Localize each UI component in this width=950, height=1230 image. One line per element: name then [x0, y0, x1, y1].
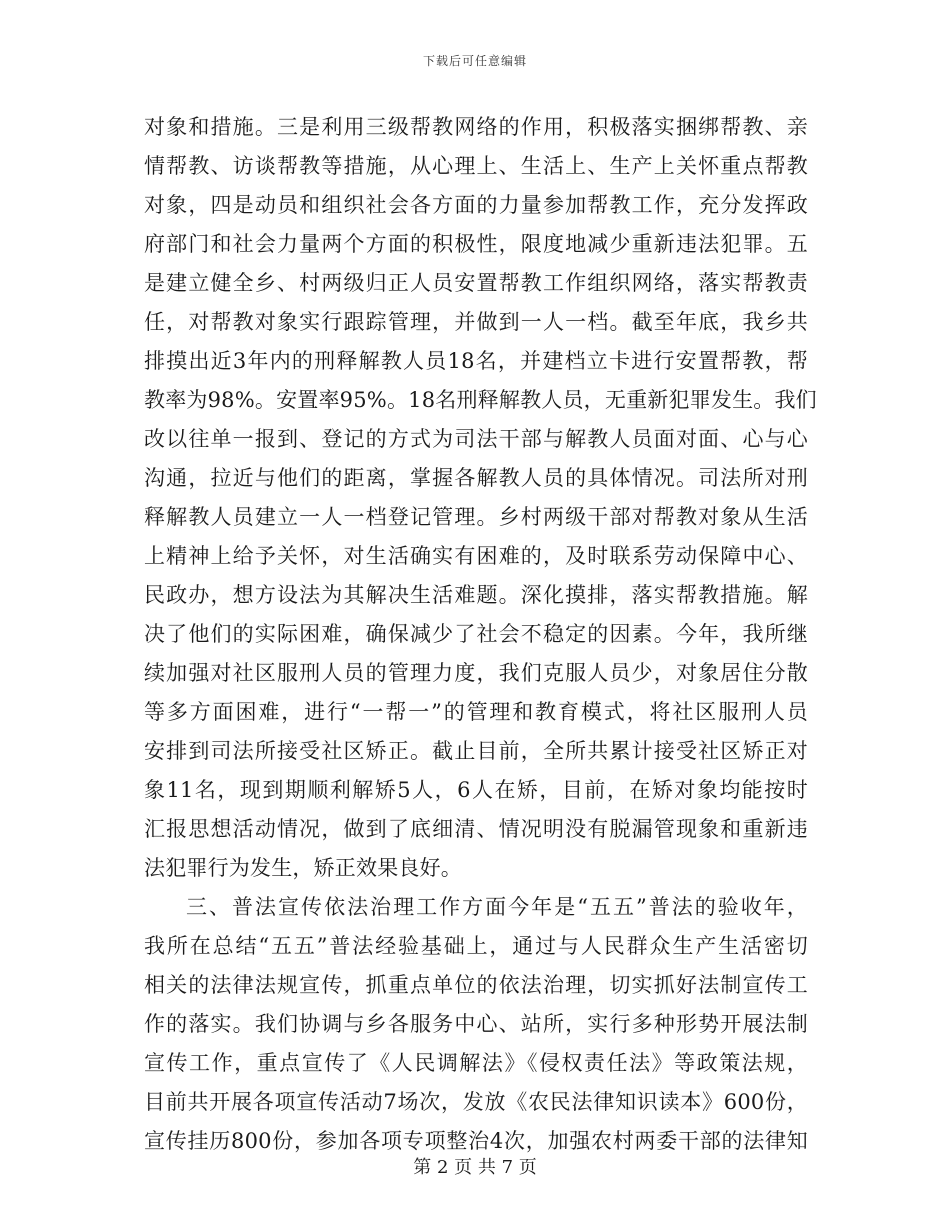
- text-line-1: 对象和措施。三是利用三级帮教网络的作用，积极落实捆绑帮教、亲: [144, 115, 808, 139]
- text-line-19: 汇报思想活动情况，做到了底细清、情况明没有脱漏管现象和重新违: [144, 817, 808, 841]
- text-line-2: 情帮教、访谈帮教等措施，从心理上、生活上、生产上关怀重点帮教: [144, 154, 808, 178]
- text-line-3: 对象，四是动员和组织社会各方面的力量参加帮教工作，充分发挥政: [144, 193, 808, 217]
- document-body: [144, 108, 817, 1161]
- text-line-4: 府部门和社会力量两个方面的积极性，限度地减少重新违法犯罪。五: [144, 232, 808, 256]
- text-line-25: 宣传工作，重点宣传了《人民调解法》《侵权责任法》等政策法规，: [144, 1051, 808, 1075]
- text-line-11: 释解教人员建立一人一档登记管理。乡村两级干部对帮教对象从生活: [144, 505, 808, 529]
- text-line-24: 作的落实。我们协调与乡各服务中心、站所，实行多种形势开展法制: [144, 1012, 808, 1036]
- section-heading-line: 三、普法宣传依法治理工作方面今年是“五五”普法的验收年，: [186, 895, 808, 919]
- header-note: 下载后可任意编辑: [422, 54, 527, 68]
- text-line-8: 教率为98%。安置率95%。18名刑释解教人员，无重新犯罪发生。我们: [144, 388, 817, 412]
- text-line-20: 法犯罪行为发生，矫正效果良好。: [144, 856, 462, 880]
- text-line-13: 民政办，想方设法为其解决生活难题。深化摸排，落实帮教措施。解: [144, 583, 808, 607]
- text-line-16: 等多方面困难，进行“一帮一”的管理和教育模式，将社区服刑人员: [144, 700, 808, 724]
- text-line-5: 是建立健全乡、村两级归正人员安置帮教工作组织网络，落实帮教责: [144, 271, 808, 295]
- text-line-17: 安排到司法所接受社区矫正。截止目前，全所共累计接受社区矫正对: [144, 739, 808, 763]
- text-line-27: 宣传挂历800份，参加各项专项整治4次，加强农村两委干部的法律知: [144, 1129, 808, 1153]
- text-line-26: 目前共开展各项宣传活动7场次，发放《农民法律知识读本》600份，: [144, 1090, 808, 1114]
- text-line-23: 相关的法律法规宣传，抓重点单位的依法治理，切实抓好法制宣传工: [144, 973, 808, 997]
- text-line-10: 沟通，拉近与他们的距离，掌握各解教人员的具体情况。司法所对刑: [144, 466, 808, 490]
- text-line-9: 改以往单一报到、登记的方式为司法干部与解教人员面对面、心与心: [144, 427, 808, 451]
- text-line-15: 续加强对社区服刑人员的管理力度，我们克服人员少，对象居住分散: [144, 661, 808, 685]
- page-number-footer: 第 2 页 共 7 页: [413, 1157, 537, 1178]
- text-line-12: 上精神上给予关怀，对生活确实有困难的，及时联系劳动保障中心、: [144, 544, 808, 568]
- text-line-22: 我所在总结“五五”普法经验基础上，通过与人民群众生产生活密切: [144, 934, 808, 958]
- text-line-7: 排摸出近3年内的刑释解教人员18名，并建档立卡进行安置帮教，帮: [144, 349, 808, 373]
- text-line-18: 象11名，现到期顺利解矫5人，6人在矫，目前，在矫对象均能按时: [144, 778, 808, 802]
- text-line-6: 任，对帮教对象实行跟踪管理，并做到一人一档。截至年底，我乡共: [144, 310, 808, 334]
- text-line-14: 决了他们的实际困难，确保减少了社会不稳定的因素。今年，我所继: [144, 622, 808, 646]
